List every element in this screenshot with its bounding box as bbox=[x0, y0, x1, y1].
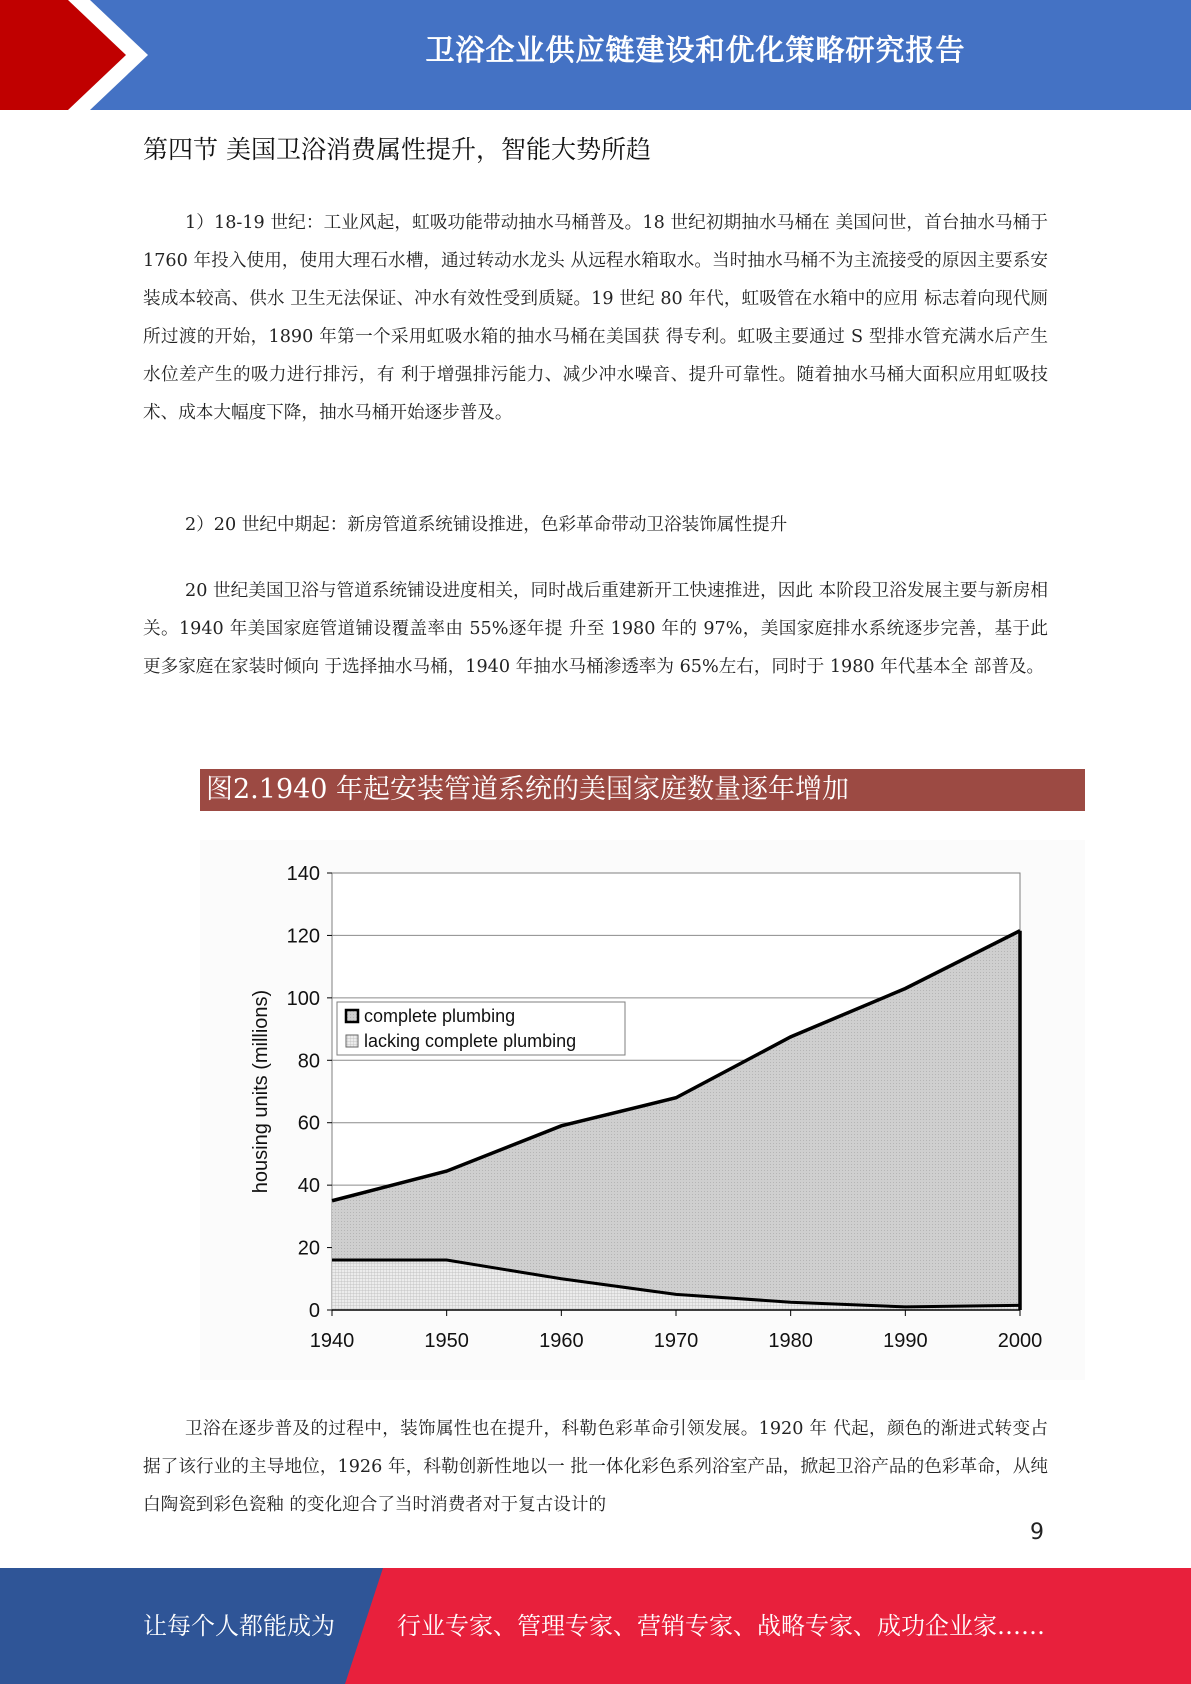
x-tick-label: 1940 bbox=[309, 1330, 355, 1352]
footer-slogan-right: 行业专家、管理专家、营销专家、战略专家、成功企业家…… bbox=[397, 1612, 1045, 1640]
header-arrow-decoration bbox=[0, 0, 150, 110]
x-tick-label: 1980 bbox=[768, 1330, 813, 1352]
y-tick-label: 140 bbox=[286, 863, 320, 885]
y-tick-label: 0 bbox=[308, 1300, 320, 1322]
x-tick-label: 1960 bbox=[539, 1330, 584, 1352]
y-tick-label: 40 bbox=[297, 1175, 320, 1198]
page-header bbox=[0, 0, 1191, 110]
legend-label-complete: complete plumbing bbox=[364, 1006, 516, 1026]
y-tick-label: 100 bbox=[286, 987, 320, 1010]
x-tick-label: 2000 bbox=[997, 1330, 1043, 1352]
figure-caption: 图2.1940 年起安装管道系统的美国家庭数量逐年增加 bbox=[200, 769, 1085, 811]
paragraph-4: 卫浴在逐步普及的过程中，装饰属性也在提升，科勒色彩革命引领发展。1920 年 代起，颜色的渐进式转变占据了该行业的主导地位，1926 年，科勒创新性地以一 批一体化彩色系列浴室产品，掀起卫浴产品的色彩革命，从纯白陶瓷到彩色瓷釉 的变化迎合了当时消费者对于复古设计的 bbox=[143, 1419, 1048, 1515]
paragraph-2: 2）20 世纪中期起：新房管道系统铺设推进，色彩革命带动卫浴装饰属性提升 bbox=[185, 515, 788, 535]
y-tick-label: 80 bbox=[297, 1050, 320, 1073]
x-tick-label: 1990 bbox=[883, 1330, 928, 1352]
x-tick-label: 1950 bbox=[424, 1330, 469, 1352]
x-tick-label: 1970 bbox=[653, 1330, 699, 1352]
legend-swatch-lacking bbox=[346, 1035, 358, 1047]
footer-slogan-left: 让每个人都能成为 bbox=[143, 1612, 335, 1640]
y-tick-label: 20 bbox=[297, 1237, 320, 1260]
y-axis-label: housing units (millions) bbox=[250, 989, 272, 1194]
page-number: 9 bbox=[1030, 1520, 1044, 1545]
plumbing-area-chart bbox=[200, 840, 1085, 1380]
legend-swatch-complete bbox=[346, 1010, 358, 1022]
report-title: 卫浴企业供应链建设和优化策略研究报告 bbox=[425, 33, 966, 67]
section-title: 第四节 美国卫浴消费属性提升，智能大势所趋 bbox=[143, 135, 651, 164]
legend-label-lacking: lacking complete plumbing bbox=[364, 1031, 577, 1051]
y-tick-label: 60 bbox=[297, 1112, 320, 1135]
y-tick-label: 120 bbox=[286, 925, 320, 948]
page-footer bbox=[0, 1568, 1191, 1684]
paragraph-1: 1）18-19 世纪：工业风起，虹吸功能带动抽水马桶普及。18 世纪初期抽水马桶在 美国问世，首台抽水马桶于 1760 年投入使用，使用大理石水槽，通过转动水龙头 从远程水箱取水。当时抽水马桶不为主流接受的原因主要系安装成本较高、供水 卫生无法保证、冲水有效性受到质疑。19 世纪 80 年代，虹吸管在水箱中的应用 标志着向现代厕所过渡的开始，1890 年第一个采用虹吸水箱的抽水马桶在美国获 得专利。虹吸主要通过 S 型排水管充满水后产生水位差产生的吸力进行排污，有 利于增强排污能力、减少冲水噪音、提升可靠性。随着抽水马桶大面积应用虹吸技术、成本大幅度下降，抽水马桶开始逐步普及。 bbox=[143, 213, 1048, 423]
paragraph-3: 20 世纪美国卫浴与管道系统铺设进度相关，同时战后重建新开工快速推进，因此 本阶段卫浴发展主要与新房相关。1940 年美国家庭管道铺设覆盖率由 55%逐年提 升至 1980 年的 97%，美国家庭排水系统逐步完善，基于此更多家庭在家装时倾向 于选择抽水马桶，1940 年抽水马桶渗透率为 65%左右，同时于 1980 年代基本全 部普及。 bbox=[143, 581, 1048, 677]
